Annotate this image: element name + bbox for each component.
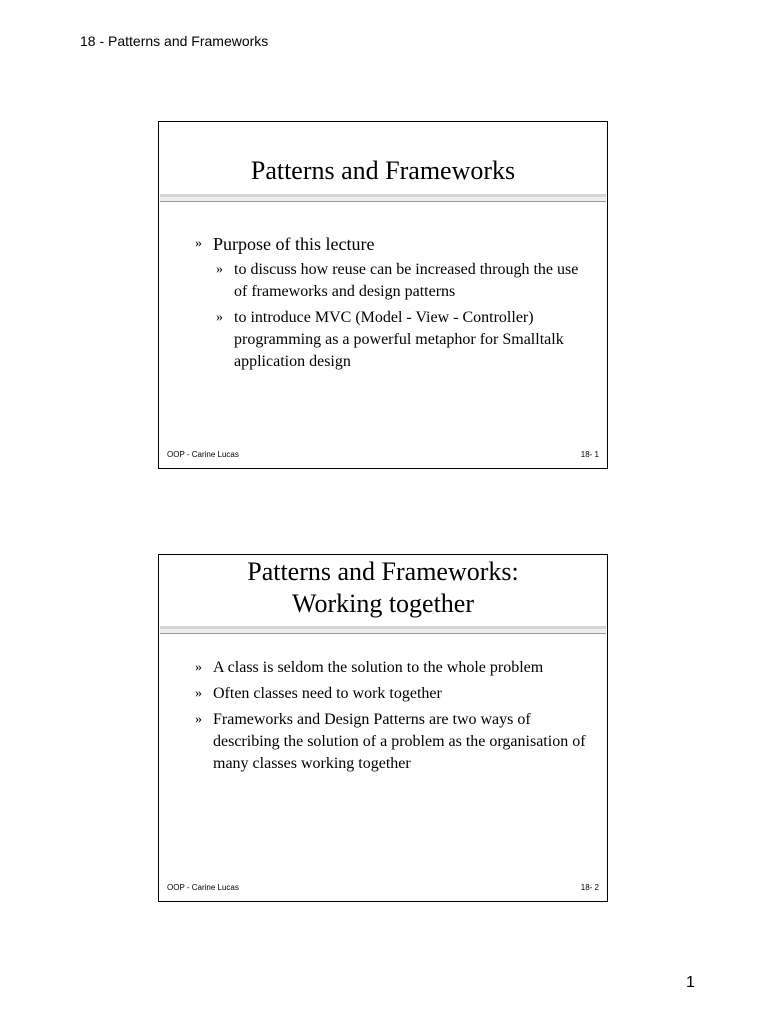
bullet-marker: »	[216, 310, 223, 325]
bullet-text: to introduce MVC (Model - View - Controller) programming as a powerful metaphor for Smalltalk application design	[234, 309, 564, 370]
bullet-text: A class is seldom the solution to the whole problem	[213, 659, 544, 676]
bullet-text: to discuss how reuse can be increased through the use of frameworks and design patterns	[234, 261, 579, 300]
bullet-marker: »	[195, 236, 202, 251]
bullet-item	[195, 657, 587, 679]
slide-2	[158, 554, 608, 902]
bullet-marker: »	[195, 660, 202, 675]
bullet-text: Frameworks and Design Patterns are two ways of describing the solution of a problem as the organisation of many classes working together	[213, 711, 586, 772]
bullet-text: Purpose of this lecture	[213, 234, 375, 254]
bullet-item	[195, 233, 587, 255]
bullet-marker: »	[216, 262, 223, 277]
title-divider	[160, 626, 606, 634]
title-divider	[160, 194, 606, 202]
bullet-text: Often classes need to work together	[213, 685, 442, 702]
slide-title: Patterns and Frameworks	[250, 156, 516, 185]
slide-1	[158, 121, 608, 469]
sub-bullet-item	[216, 307, 587, 373]
bullet-list	[195, 657, 587, 779]
slide-title-line: Patterns and Frameworks:	[247, 557, 519, 586]
page-header: 18 - Patterns and Frameworks	[80, 33, 269, 49]
slide-footer-number: 18- 2	[580, 883, 599, 892]
bullet-item	[195, 683, 587, 705]
page-number: 1	[686, 974, 695, 991]
slide-footer-author: OOP - Carine Lucas	[167, 450, 239, 459]
bullet-list	[195, 233, 587, 377]
bullet-marker: »	[195, 686, 202, 701]
slide-title-line: Working together	[291, 589, 475, 618]
sub-bullet-item	[216, 259, 587, 303]
slide-footer-author: OOP - Carine Lucas	[167, 883, 239, 892]
slide-title	[159, 556, 607, 620]
slide-footer-number: 18- 1	[580, 450, 599, 459]
bullet-marker: »	[195, 712, 202, 727]
bullet-item	[195, 709, 587, 775]
